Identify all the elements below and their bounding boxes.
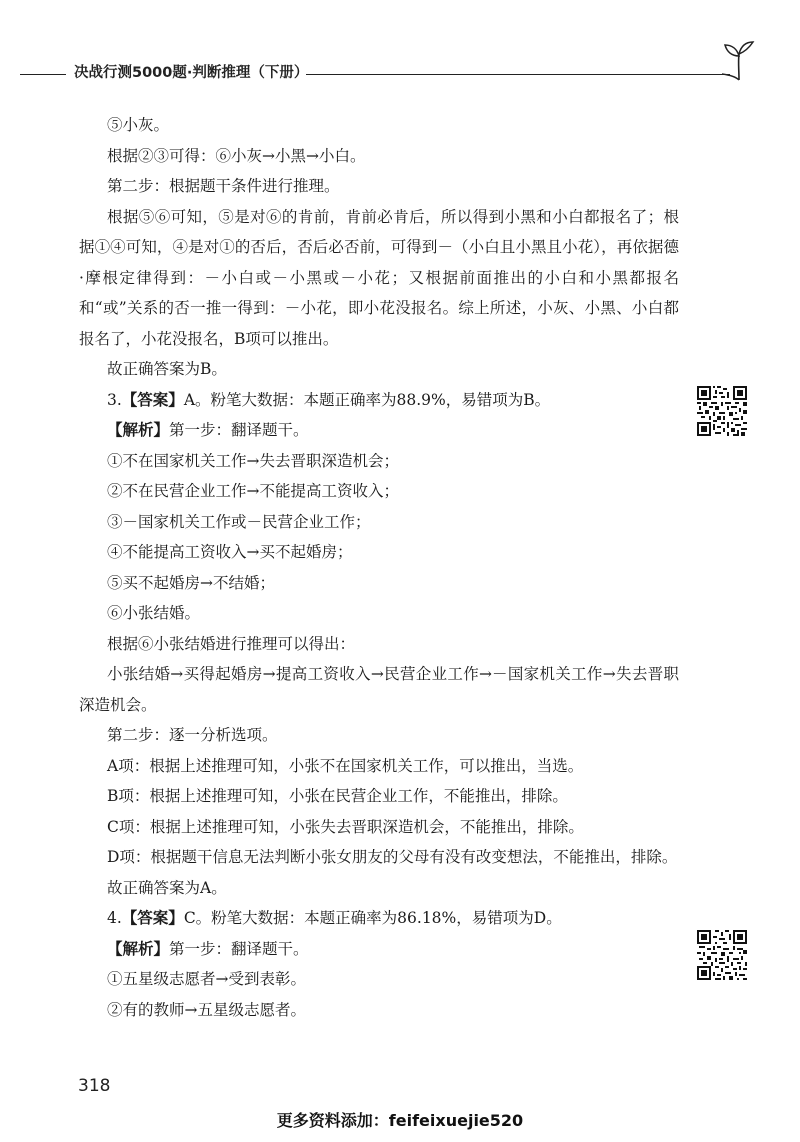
analysis-line: [79, 415, 679, 446]
footer-note: 更多资料添加：feifeixuejie520: [276, 1111, 524, 1130]
body-paragraph: 根据⑤⑥可知，⑤是对⑥的肯前，肯前必肯后，所以得到小黑和小白都报名了；根据①④可知，④是对①的否后，否后必否前，可得到－（小白且小黑且小花），再依据德·摩根定律得到：－小白或－小黑或－小花；又根据前面推出的小白和小黑都报名和“或”关系的否一推一得到：－小花，即小花没报名。综上所述，小灰、小黑、小白都报名了，小花没报名，B项可以推出。: [79, 207, 679, 348]
analysis-label: 【解析】: [107, 421, 170, 439]
qr-code-question-4[interactable]: [697, 930, 747, 980]
answer-text: C。粉笔大数据：本题正确率为86.18%，易错项为D。: [183, 909, 562, 927]
option-analysis: D项：根据题干信息无法判断小张女朋友的父母有没有改变想法，不能推出，排除。: [107, 848, 678, 866]
body-line: ①五星级志愿者→受到表彰。: [107, 970, 306, 988]
analysis-text: 第一步：翻译题干。: [169, 421, 309, 439]
body-line: ④不能提高工资收入→买不起婚房；: [107, 543, 353, 561]
option-analysis: A项：根据上述推理可知，小张不在国家机关工作，可以推出，当选。: [107, 756, 584, 775]
qr-code-icon: [697, 930, 747, 980]
body-line: 根据⑥小张结婚进行推理可以得出：: [107, 634, 356, 653]
body-line: ⑤小灰。: [107, 116, 170, 134]
analysis-line: [79, 934, 679, 965]
body-line: 根据②③可得：⑥小灰→小黑→小白。: [107, 146, 366, 165]
header-rule-left: [20, 74, 66, 75]
body-line: ①不在国家机关工作→失去晋职深造机会；: [107, 451, 399, 470]
question-answer-line: [79, 903, 679, 934]
page-body: [79, 110, 679, 1025]
running-header: [0, 58, 800, 88]
qr-code-icon: [697, 386, 747, 436]
answer-label: 【答案】: [121, 390, 184, 409]
qr-code-question-3[interactable]: [697, 386, 747, 436]
question-number: 3.: [107, 390, 122, 409]
question-number: 4.: [107, 909, 122, 927]
body-line: 第二步：逐一分析选项。: [107, 726, 278, 744]
option-analysis: B项：根据上述推理可知，小张在民营企业工作，不能推出，排除。: [107, 787, 568, 805]
answer-text: A。粉笔大数据：本题正确率为88.9%，易错项为B。: [183, 390, 551, 409]
body-line: ②不在民营企业工作→不能提高工资收入；: [107, 482, 399, 500]
analysis-label: 【解析】: [107, 939, 170, 958]
page-number: 318: [78, 1076, 111, 1096]
option-analysis: C项：根据上述推理可知，小张失去晋职深造机会，不能推出，排除。: [107, 817, 584, 836]
body-line: ⑥小张结婚。: [107, 604, 201, 622]
body-line: ⑤买不起婚房→不结婚；: [107, 573, 275, 592]
body-line: 第二步：根据题干条件进行推理。: [107, 177, 340, 195]
answer-line: 故正确答案为A。: [107, 878, 227, 897]
question-answer-line: [79, 385, 679, 416]
answer-label: 【答案】: [121, 909, 184, 927]
header-rule-right: [306, 74, 730, 75]
body-paragraph: 小张结婚→买得起婚房→提高工资收入→民营企业工作→－国家机关工作→失去晋职深造机会。: [79, 665, 679, 714]
body-line: ②有的教师→五星级志愿者。: [107, 1000, 306, 1019]
analysis-text: 第一步：翻译题干。: [169, 939, 309, 958]
sprout-icon: [722, 40, 756, 82]
header-title: 决战行测5000题·判断推理（下册）: [74, 65, 309, 81]
body-line: ③－国家机关工作或－民营企业工作；: [107, 512, 371, 531]
answer-line: 故正确答案为B。: [107, 360, 227, 378]
